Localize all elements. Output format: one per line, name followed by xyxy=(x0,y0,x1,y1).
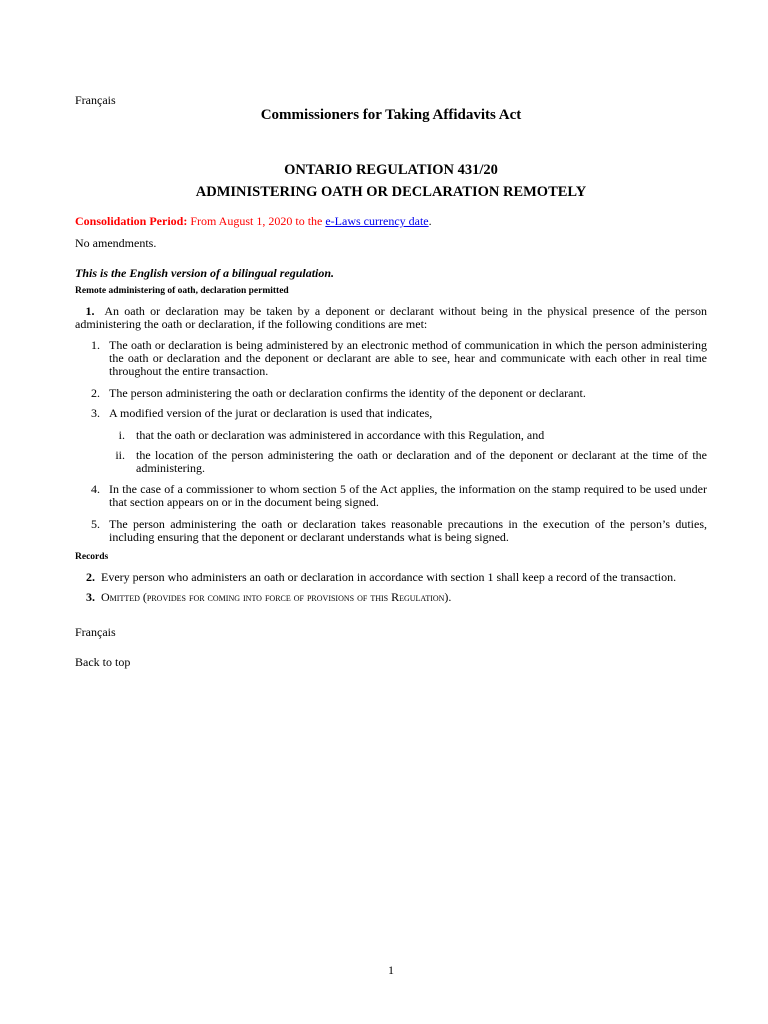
consolidation-label: Consolidation Period: xyxy=(75,214,188,228)
list-item xyxy=(91,387,707,401)
list-item-number: 2. xyxy=(91,386,100,400)
section-3-body: Omitted (provides for coming into force of provisions of this Regulation). xyxy=(101,590,452,604)
section-2-number: 2. xyxy=(86,570,95,584)
bilingual-note: This is the English version of a bilingual regulation. xyxy=(75,266,335,280)
list-item-text: The person administering the oath or declaration confirms the identity of the deponent or declarant. xyxy=(109,386,586,400)
section-2-heading: Records xyxy=(75,552,109,562)
sub-list-item-number: i. xyxy=(118,428,125,442)
section-2-text xyxy=(86,570,676,585)
list-item-text: A modified version of the jurat or declaration is used that indicates, xyxy=(109,406,433,420)
section-1-body: An oath or declaration may be taken by a deponent or declarant without being in the physical presence of the person administering the oath or declaration, if the following conditions are met: xyxy=(75,304,708,331)
list-item-number: 1. xyxy=(91,338,100,352)
list-item-number: 3. xyxy=(91,406,100,420)
list-item-number: 5. xyxy=(91,517,100,531)
french-language-link-footer[interactable]: Français xyxy=(75,625,116,639)
list-item-text: The person administering the oath or declaration takes reasonable precautions in the execution of the person’s duties, including ensuring that the deponent or declarant understands what is being signed. xyxy=(109,517,707,544)
regulation-title: ADMINISTERING OATH OR DECLARATION REMOTELY xyxy=(195,184,587,200)
sub-list-item-text: that the oath or declaration was administered in accordance with this Regulation, and xyxy=(136,428,545,442)
section-1-number: 1. xyxy=(85,304,95,318)
list-item xyxy=(91,407,707,421)
consolidation-text: From August 1, 2020 to the xyxy=(190,214,323,228)
french-language-link[interactable]: Français xyxy=(75,93,116,107)
section-2-body: Every person who administers an oath or declaration in accordance with section 1 shall keep a record of the transaction. xyxy=(101,570,677,584)
sub-list-item xyxy=(91,449,707,476)
consolidation-period xyxy=(75,214,432,229)
back-to-top-link[interactable]: Back to top xyxy=(75,655,131,669)
list-item xyxy=(91,518,707,545)
list-item-text: The oath or declaration is being administered by an electronic method of communication in which the person administering the oath or declaration and the deponent or declarant are able to see, hear and communicate with each other in real time throughout the entire transaction. xyxy=(109,338,707,378)
sub-list-item-text: the location of the person administering the oath or declaration and of the deponent or declarant at the time of the administering. xyxy=(136,448,707,475)
consolidation-end: . xyxy=(428,214,432,228)
page-number: 1 xyxy=(388,963,394,977)
sub-list-item xyxy=(91,429,707,443)
list-item xyxy=(91,483,707,510)
sub-list-item-number: ii. xyxy=(115,448,125,462)
section-1-heading: Remote administering of oath, declaration permitted xyxy=(75,286,289,296)
list-item xyxy=(91,339,707,379)
list-item-number: 4. xyxy=(91,482,100,496)
elaws-currency-link[interactable]: e-Laws currency date xyxy=(325,214,429,228)
regulation-number: ONTARIO REGULATION 431/20 xyxy=(284,162,498,178)
act-title: Commissioners for Taking Affidavits Act xyxy=(260,107,522,123)
list-item-text: In the case of a commissioner to whom section 5 of the Act applies, the information on the stamp required to be used under that section appears on or in the document being signed. xyxy=(109,482,707,509)
section-1-text xyxy=(75,305,707,331)
section-3-number: 3. xyxy=(86,590,95,604)
amendments-note: No amendments. xyxy=(75,236,157,250)
section-3-text xyxy=(86,590,451,605)
